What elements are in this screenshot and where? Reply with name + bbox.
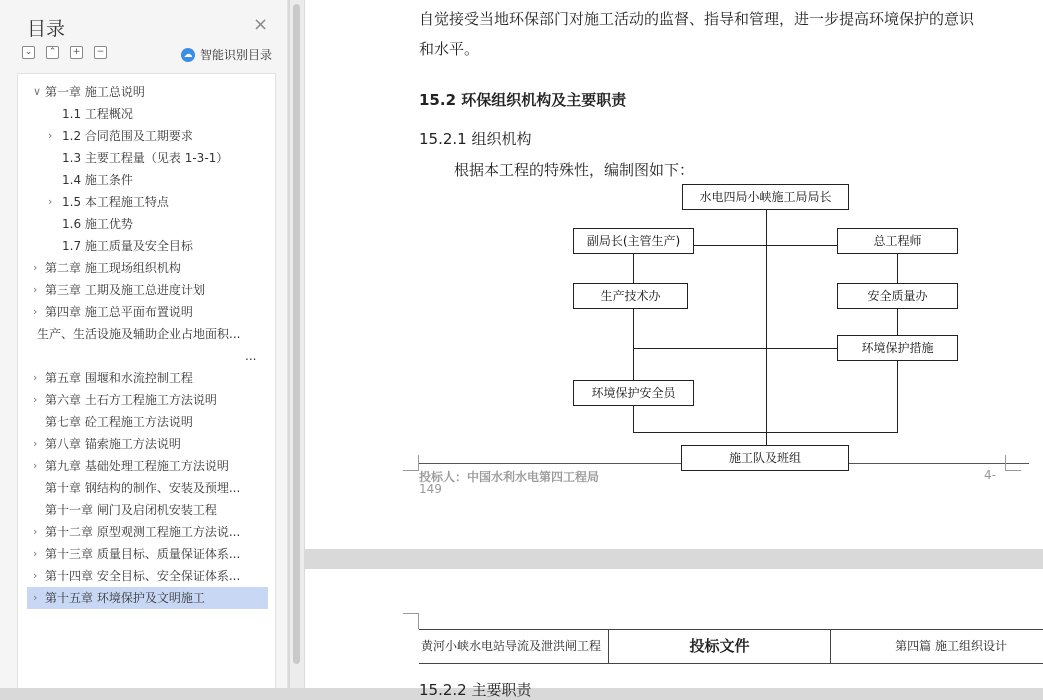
toc-item-label: 第一章 施工总说明: [45, 85, 145, 99]
header-doc-type: 投标文件: [609, 630, 831, 663]
close-icon[interactable]: ×: [253, 14, 269, 35]
toc-item-1-1[interactable]: [27, 103, 268, 125]
toc-item-label: 第十一章 闸门及启闭机安装工程: [45, 503, 217, 517]
toc-item-chapter-6[interactable]: [27, 389, 268, 411]
chevron-right-icon[interactable]: ›: [33, 437, 38, 450]
toc-item-1-5[interactable]: [27, 191, 268, 213]
toc-item-label: 1.7 施工质量及安全目标: [62, 239, 193, 253]
toc-item-chapter-4[interactable]: [27, 301, 268, 323]
toc-item-label: 第四章 施工总平面布置说明: [45, 305, 193, 319]
toc-title: 目录: [27, 18, 66, 40]
chevron-right-icon[interactable]: ›: [33, 459, 38, 472]
document-page: [305, 569, 1043, 699]
org-line: [633, 254, 634, 433]
toc-item-1-3[interactable]: [27, 147, 268, 169]
header-project-name: 黄河小峡水电站导流及泄洪闸工程: [419, 630, 609, 663]
org-line: [689, 245, 838, 246]
toc-item-label: 第二章 施工现场组织机构: [45, 261, 181, 275]
subsection-heading: 15.2.2 主要职责: [419, 681, 532, 699]
chevron-right-icon[interactable]: ›: [48, 195, 53, 208]
toc-item-chapter-2[interactable]: [27, 257, 268, 279]
toc-item-chapter-7[interactable]: [27, 411, 268, 433]
toc-item-label: 第九章 基础处理工程施工方法说明: [45, 459, 229, 473]
smart-toc-label: 智能识别目录: [200, 48, 273, 62]
corner-mark: [403, 613, 419, 629]
chevron-right-icon[interactable]: ›: [33, 283, 38, 296]
toc-scrollbar[interactable]: [290, 0, 304, 688]
toc-item-label: 第六章 土石方工程施工方法说明: [45, 393, 217, 407]
toc-item-label: 第七章 砼工程施工方法说明: [45, 415, 193, 429]
collapse-all-icon[interactable]: ⌄: [22, 46, 35, 59]
remove-heading-icon[interactable]: −: [94, 46, 107, 59]
toc-item-chapter-3[interactable]: [27, 279, 268, 301]
chevron-right-icon[interactable]: ›: [33, 261, 38, 274]
toc-item-facilities-continued[interactable]: [27, 345, 268, 367]
toc-item-label: 第十四章 安全目标、安全保证体系...: [45, 569, 241, 583]
toc-item-chapter-9[interactable]: [27, 455, 268, 477]
toc-item-label: 1.6 施工优势: [62, 217, 133, 231]
chevron-right-icon[interactable]: ›: [33, 569, 38, 582]
org-node-env-officer: 环境保护安全员: [573, 380, 694, 406]
scrollbar-thumb[interactable]: [293, 4, 300, 664]
toc-item-label: 1.3 主要工程量（见表 1-3-1）: [62, 151, 229, 165]
smart-toc-icon: ☁: [181, 48, 195, 62]
toc-item-label: 第十二章 原型观测工程施工方法说...: [45, 525, 241, 539]
footer-page-number: 149: [419, 482, 442, 496]
footer-rule: [419, 463, 681, 464]
document-page: [305, 0, 1043, 549]
toc-item-chapter-1[interactable]: [27, 81, 268, 103]
chevron-right-icon[interactable]: ›: [33, 305, 38, 318]
org-line: [633, 348, 838, 349]
toc-item-facilities[interactable]: [27, 323, 268, 345]
chevron-right-icon[interactable]: ›: [33, 591, 38, 604]
toc-item-label: 第十章 钢结构的制作、安装及预埋...: [45, 481, 241, 495]
org-node-chief-engineer: 总工程师: [837, 228, 958, 254]
toc-item-label: 第三章 工期及施工总进度计划: [45, 283, 205, 297]
toc-item-label: 第十三章 质量目标、质量保证体系...: [45, 547, 241, 561]
org-line: [766, 210, 767, 433]
toc-item-label: 1.2 合同范围及工期要求: [62, 129, 193, 143]
footer-bidder: 投标人：中国水利水电第四工程局: [419, 470, 600, 484]
footer-rule: [849, 463, 1029, 464]
toc-list: [27, 81, 268, 609]
toc-item-chapter-14[interactable]: [27, 565, 268, 587]
toc-item-label: 1.5 本工程施工特点: [62, 195, 169, 209]
subsection-heading: 15.2.1 组织机构: [419, 130, 532, 148]
toc-item-1-7[interactable]: [27, 235, 268, 257]
toc-item-1-2[interactable]: [27, 125, 268, 147]
toc-item-label: 生产、生活设施及辅助企业占地面积...: [37, 327, 241, 341]
chevron-down-icon[interactable]: ∨: [33, 85, 42, 98]
toc-item-chapter-11[interactable]: [27, 499, 268, 521]
chevron-right-icon[interactable]: ›: [33, 371, 38, 384]
corner-mark: [1005, 455, 1021, 471]
corner-mark: [403, 455, 419, 471]
chevron-right-icon[interactable]: ›: [33, 547, 38, 560]
org-node-prod-tech: 生产技术办: [573, 283, 688, 309]
toc-list-container: [17, 73, 276, 688]
toc-item-chapter-15[interactable]: [27, 587, 268, 609]
paragraph-line: 自觉接受当地环保部门对施工活动的监督、指导和管理，进一步提高环境保护的意识: [419, 10, 975, 28]
add-heading-icon[interactable]: +: [70, 46, 83, 59]
smart-toc-button[interactable]: [181, 46, 272, 63]
org-node-safety-quality: 安全质量办: [837, 283, 958, 309]
chevron-right-icon[interactable]: ›: [33, 393, 38, 406]
toc-item-chapter-13[interactable]: [27, 543, 268, 565]
page-header-table: [419, 629, 1043, 664]
footer-page-prefix: 4-: [984, 468, 996, 482]
chevron-right-icon[interactable]: ›: [48, 129, 53, 142]
toc-item-label: 第八章 锚索施工方法说明: [45, 437, 181, 451]
org-node-team: 施工队及班组: [681, 445, 849, 471]
toc-panel: [0, 0, 288, 688]
toc-item-1-4[interactable]: [27, 169, 268, 191]
paragraph-line: 根据本工程的特殊性，编制图如下：: [454, 161, 695, 179]
toc-item-chapter-8[interactable]: [27, 433, 268, 455]
toc-item-1-6[interactable]: [27, 213, 268, 235]
org-node-env-measures: 环境保护措施: [837, 335, 958, 361]
section-heading: 15.2 环保组织机构及主要职责: [419, 91, 627, 109]
toc-item-chapter-5[interactable]: [27, 367, 268, 389]
toc-item-chapter-12[interactable]: [27, 521, 268, 543]
toc-item-chapter-10[interactable]: [27, 477, 268, 499]
toc-item-label: ...: [245, 349, 257, 363]
toc-item-label: 第五章 围堰和水流控制工程: [45, 371, 193, 385]
org-node-director: 水电四局小峡施工局局长: [682, 184, 849, 210]
org-node-deputy: 副局长(主管生产): [573, 228, 694, 254]
toc-item-label: 1.4 施工条件: [62, 173, 133, 187]
chevron-right-icon[interactable]: ›: [33, 525, 38, 538]
expand-up-icon[interactable]: ⌃: [46, 46, 59, 59]
header-section: 第四篇 施工组织设计: [895, 639, 1007, 653]
toc-item-label: 第十五章 环境保护及文明施工: [45, 591, 205, 605]
paragraph-line: 和水平。: [419, 40, 480, 58]
toc-item-label: 1.1 工程概况: [62, 107, 133, 121]
